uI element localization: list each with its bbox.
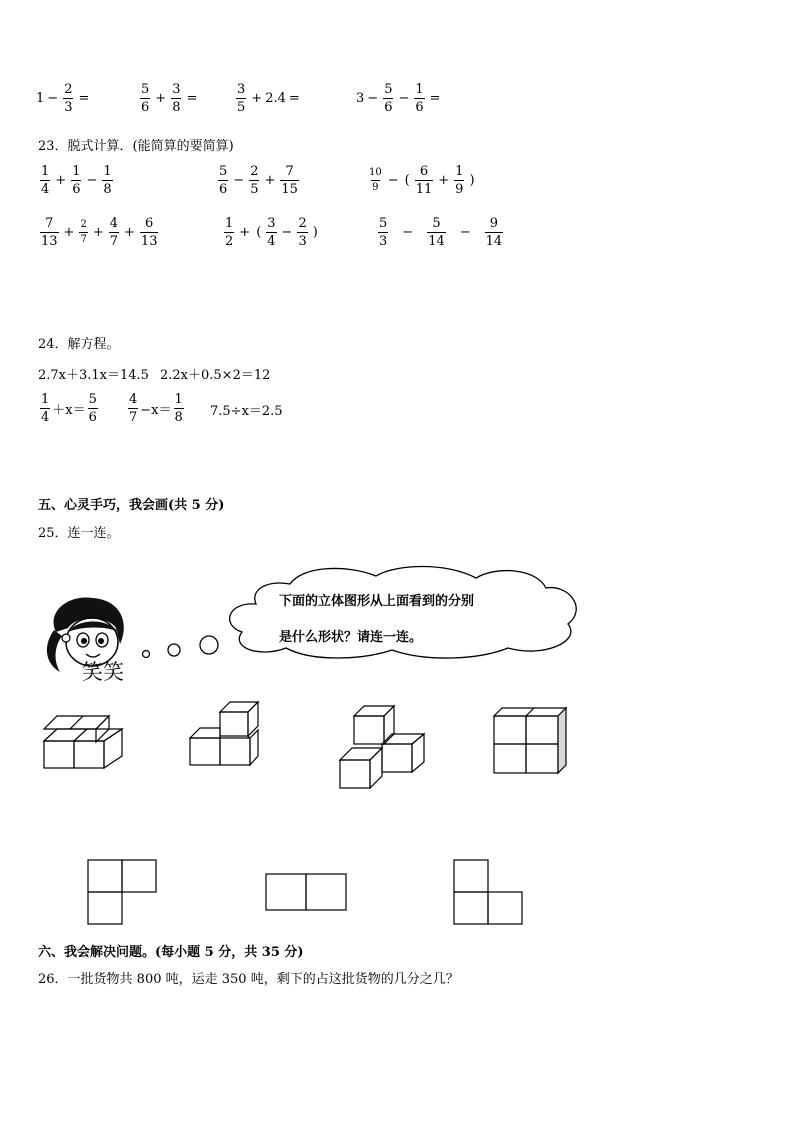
denominator: 8 bbox=[174, 409, 183, 425]
fraction bbox=[174, 393, 184, 424]
denominator: 6 bbox=[72, 181, 81, 197]
paren-right: ) bbox=[312, 224, 318, 240]
number: 3 bbox=[356, 90, 365, 106]
q23-expr-6 bbox=[376, 212, 505, 252]
expr-row1-2 bbox=[138, 78, 200, 118]
fraction bbox=[88, 393, 98, 424]
denominator: 2 bbox=[225, 233, 234, 249]
denominator: 6 bbox=[141, 99, 150, 115]
numerator: 5 bbox=[384, 81, 393, 97]
equals: = bbox=[78, 90, 90, 106]
equation-5: 7.5÷x＝2.5 bbox=[210, 404, 283, 419]
numerator: 10 bbox=[369, 166, 382, 178]
numerator: 2 bbox=[250, 163, 259, 179]
numerator: 4 bbox=[109, 215, 119, 231]
fraction bbox=[128, 393, 138, 424]
thought-dots bbox=[138, 630, 224, 666]
fraction bbox=[140, 83, 150, 114]
numerator: 5 bbox=[379, 215, 388, 231]
operator: + bbox=[63, 224, 75, 240]
operator: − bbox=[398, 90, 410, 106]
fraction bbox=[171, 83, 181, 114]
denominator: 4 bbox=[267, 233, 276, 249]
numerator: 6 bbox=[419, 163, 429, 179]
q24-title: 24．解方程。 bbox=[38, 337, 120, 352]
fraction bbox=[415, 165, 434, 196]
fraction bbox=[218, 165, 228, 196]
bubble-text-line2: 是什么形状？请连一连。 bbox=[279, 630, 423, 645]
fraction bbox=[368, 168, 383, 193]
equals: = bbox=[186, 90, 198, 106]
equation-3 bbox=[38, 388, 100, 428]
fraction bbox=[40, 393, 50, 424]
fraction bbox=[40, 165, 50, 196]
denominator: 4 bbox=[41, 409, 50, 425]
q23-expr-3 bbox=[366, 160, 478, 200]
denominator: 8 bbox=[103, 181, 112, 197]
fraction bbox=[414, 83, 424, 114]
fraction bbox=[236, 83, 246, 114]
fraction bbox=[102, 165, 112, 196]
denominator: 7 bbox=[129, 409, 138, 425]
section6-title: 六、我会解决问题。(每小题 5 分，共 35 分) bbox=[38, 945, 304, 960]
numerator: 1 bbox=[225, 215, 234, 231]
numerator: 5 bbox=[219, 163, 228, 179]
denominator: 7 bbox=[80, 233, 87, 245]
denominator: 5 bbox=[237, 99, 246, 115]
numerator: 1 bbox=[174, 391, 183, 407]
denominator: 13 bbox=[41, 233, 58, 249]
numerator: 3 bbox=[237, 81, 246, 97]
operator: − bbox=[233, 172, 245, 188]
numerator: 3 bbox=[267, 215, 276, 231]
expr-row1-4 bbox=[356, 78, 444, 118]
denominator: 3 bbox=[64, 99, 73, 115]
operator: + bbox=[155, 90, 167, 106]
denominator: 11 bbox=[415, 181, 433, 197]
numerator: 5 bbox=[141, 81, 150, 97]
operator: + bbox=[92, 224, 104, 240]
numerator: 1 bbox=[41, 391, 50, 407]
solid-figure-1 bbox=[40, 712, 126, 772]
fraction bbox=[224, 217, 234, 248]
solid-figure-2 bbox=[186, 694, 266, 770]
numerator: 5 bbox=[432, 215, 441, 231]
fraction bbox=[109, 217, 119, 248]
operator: + bbox=[438, 172, 450, 188]
number: 1 bbox=[36, 90, 45, 106]
number: 2.4 bbox=[265, 90, 286, 106]
top-view-1 bbox=[86, 858, 158, 926]
numerator: 9 bbox=[489, 215, 499, 231]
top-view-3 bbox=[452, 858, 526, 926]
fraction bbox=[40, 217, 59, 248]
numerator: 4 bbox=[129, 391, 138, 407]
operator: + bbox=[264, 172, 276, 188]
numerator: 1 bbox=[41, 163, 50, 179]
q23-expr-4 bbox=[38, 212, 160, 252]
denominator: 3 bbox=[298, 233, 307, 249]
operator: − bbox=[387, 172, 399, 188]
denominator: 5 bbox=[250, 181, 259, 197]
fraction bbox=[378, 217, 388, 248]
equation-2: 2.2x＋0.5×2＝12 bbox=[160, 368, 271, 383]
girl-name: 笑笑 bbox=[82, 660, 124, 684]
numerator: 7 bbox=[45, 215, 54, 231]
denominator: 8 bbox=[172, 99, 181, 115]
fraction bbox=[383, 83, 393, 114]
fraction bbox=[485, 217, 504, 248]
operator: − bbox=[402, 224, 414, 240]
denominator: 6 bbox=[219, 181, 228, 197]
numerator: 2 bbox=[298, 215, 307, 231]
denominator: 14 bbox=[485, 233, 503, 249]
q23-expr-2 bbox=[216, 160, 301, 200]
operator: − bbox=[367, 90, 379, 106]
numerator: 7 bbox=[285, 163, 294, 179]
section5-title: 五、心灵手巧，我会画(共 5 分) bbox=[38, 498, 225, 513]
numerator: 6 bbox=[145, 215, 154, 231]
operator: + bbox=[239, 224, 251, 240]
numerator: 1 bbox=[415, 81, 424, 97]
fraction bbox=[297, 217, 307, 248]
expr-row1-3 bbox=[234, 78, 303, 118]
operator: + bbox=[251, 90, 263, 106]
numerator: 5 bbox=[88, 391, 97, 407]
fraction bbox=[79, 220, 87, 245]
paren-left: ( bbox=[256, 224, 262, 240]
fraction bbox=[249, 165, 259, 196]
numerator: 1 bbox=[103, 163, 112, 179]
solid-figure-4 bbox=[490, 704, 570, 778]
top-view-2 bbox=[264, 872, 348, 912]
operator: − bbox=[281, 224, 293, 240]
expr-row1-1 bbox=[36, 78, 92, 118]
numerator: 1 bbox=[72, 163, 81, 179]
equation-4 bbox=[126, 388, 186, 428]
numerator: 2 bbox=[64, 81, 73, 97]
equation-1: 2.7x＋3.1x＝14.5 bbox=[38, 368, 149, 383]
solid-figure-3 bbox=[336, 702, 428, 794]
denominator: 9 bbox=[455, 181, 464, 197]
fraction bbox=[140, 217, 159, 248]
q23-expr-1 bbox=[38, 160, 115, 200]
fraction bbox=[63, 83, 73, 114]
fraction bbox=[280, 165, 299, 196]
denominator: 6 bbox=[415, 99, 424, 115]
equals: = bbox=[429, 90, 441, 106]
q25-title: 25．连一连。 bbox=[38, 526, 120, 541]
denominator: 15 bbox=[281, 181, 298, 197]
numerator: 1 bbox=[455, 163, 464, 179]
denominator: 9 bbox=[372, 181, 379, 193]
denominator: 6 bbox=[88, 409, 97, 425]
thought-bubble-icon bbox=[216, 562, 586, 662]
operator: − bbox=[47, 90, 59, 106]
q23-expr-5 bbox=[222, 212, 321, 252]
paren-left: ( bbox=[404, 172, 410, 188]
fraction bbox=[427, 217, 446, 248]
fraction bbox=[454, 165, 464, 196]
fraction bbox=[71, 165, 81, 196]
fraction bbox=[266, 217, 276, 248]
denominator: 6 bbox=[384, 99, 393, 115]
denominator: 3 bbox=[379, 233, 388, 249]
bubble-text-line1: 下面的立体图形从上面看到的分别 bbox=[279, 594, 475, 609]
q26-text: 26．一批货物共 800 吨，运走 350 吨，剩下的占这批货物的几分之几？ bbox=[38, 972, 459, 987]
operator: + bbox=[124, 224, 135, 240]
denominator: 7 bbox=[109, 233, 119, 249]
q23-title: 23．脱式计算．(能简算的要简算) bbox=[38, 139, 234, 154]
equation-middle: ＋x＝ bbox=[52, 402, 86, 418]
operator: − bbox=[86, 172, 98, 188]
denominator: 4 bbox=[41, 181, 50, 197]
paren-right: ) bbox=[469, 172, 475, 188]
equals: = bbox=[288, 90, 300, 106]
equation-middle: −x＝ bbox=[140, 402, 172, 418]
denominator: 13 bbox=[140, 233, 158, 249]
numerator: 2 bbox=[80, 218, 87, 230]
numerator: 3 bbox=[172, 81, 181, 97]
operator: − bbox=[459, 224, 471, 240]
denominator: 14 bbox=[428, 233, 445, 249]
operator: + bbox=[55, 172, 67, 188]
